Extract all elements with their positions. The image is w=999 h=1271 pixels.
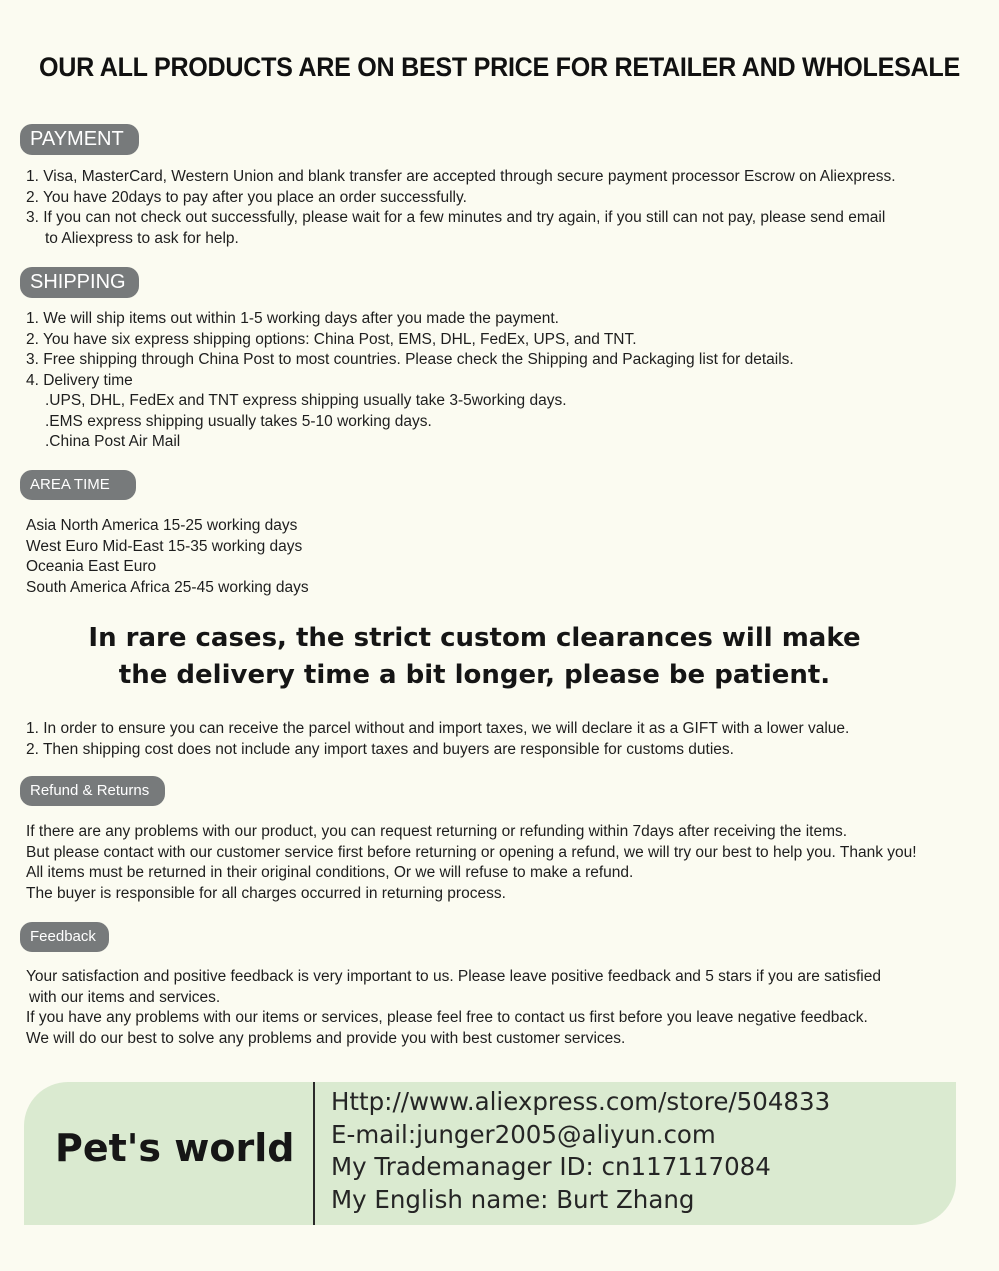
customs-line: 1. In order to ensure you can receive the parcel without and import taxes, we will declare it as a GIFT with a lower value. [26,720,850,737]
feedback-section [26,967,881,1049]
delivery-notice [0,620,949,694]
area-time-heading: AREA TIME [20,470,136,500]
contact-info [331,1086,830,1216]
payment-line: 3. If you can not check out successfully, please wait for a few minutes and try again, if you still can not pay, please send email [26,209,886,226]
email-text: E-mail:junger2005@aliyun.com [331,1119,716,1149]
shipping-line: .EMS express shipping usually takes 5-10 working days. [45,412,432,430]
shipping-line: 1. We will ship items out within 1-5 working days after you made the payment. [26,310,559,327]
footer-divider [313,1082,315,1225]
store-name: Pet's world [55,1126,295,1170]
shipping-line: .China Post Air Mail [45,433,181,450]
customs-section [26,719,849,760]
refund-line: But please contact with our customer service first before returning or opening a refund, we will try our best to help you. Thank you! [26,843,917,861]
payment-line: 2. You have 20days to pay after you place an order successfully. [26,188,467,206]
payment-section [26,167,896,249]
english-name: My English name: Burt Zhang [331,1184,695,1214]
shipping-line: .UPS, DHL, FedEx and TNT express shipping usually take 3-5working days. [45,392,567,409]
area-time-line: West Euro Mid-East 15-35 working days [26,537,303,555]
area-time-section [26,516,309,598]
refund-section [26,822,917,904]
payment-line: to Aliexpress to ask for help. [45,229,239,247]
area-time-line: Oceania East Euro [26,558,157,575]
delivery-notice-line: the delivery time a bit longer, please be patient. [118,660,831,690]
refund-line: The buyer is responsible for all charges occurred in returning process. [26,884,506,902]
shipping-section [26,309,794,453]
feedback-line: If you have any problems with our items or services, please feel free to contact us first before you leave negative feedback. [26,1009,868,1026]
shipping-line: 4. Delivery time [26,371,133,389]
payment-heading: PAYMENT [20,124,139,155]
shipping-heading: SHIPPING [20,267,139,298]
delivery-notice-line: In rare cases, the strict custom clearances will make [88,623,861,653]
store-url-link[interactable]: Http://www.aliexpress.com/store/504833 [331,1087,831,1116]
page-title: OUR ALL PRODUCTS ARE ON BEST PRICE FOR RETAILER AND WHOLESALE [39,52,960,82]
refund-line: All items must be returned in their original conditions, Or we will refuse to make a refund. [26,864,634,881]
feedback-line: Your satisfaction and positive feedback is very important to us. Please leave positive feedback and 5 stars if you are satisfied [26,968,881,985]
trademanager-id: My Trademanager ID: cn117117084 [331,1152,771,1181]
customs-line: 2. Then shipping cost does not include any import taxes and buyers are responsible for customs duties. [26,740,734,758]
feedback-line: with our items and services. [29,988,221,1006]
refund-heading: Refund & Returns [20,776,165,806]
payment-line: 1. Visa, MasterCard, Western Union and blank transfer are accepted through secure payment processor Escrow on Aliexpress. [26,168,896,185]
area-time-line: South America Africa 25-45 working days [26,578,309,596]
feedback-heading: Feedback [20,922,109,952]
shipping-line: 2. You have six express shipping options: China Post, EMS, DHL, FedEx, UPS, and TNT. [26,330,637,348]
refund-line: If there are any problems with our product, you can request returning or refunding within 7days after receiving the items. [26,823,848,840]
feedback-line: We will do our best to solve any problems and provide you with best customer services. [26,1029,626,1047]
shipping-line: 3. Free shipping through China Post to most countries. Please check the Shipping and Packaging list for details. [26,351,794,368]
area-time-line: Asia North America 15-25 working days [26,517,298,534]
